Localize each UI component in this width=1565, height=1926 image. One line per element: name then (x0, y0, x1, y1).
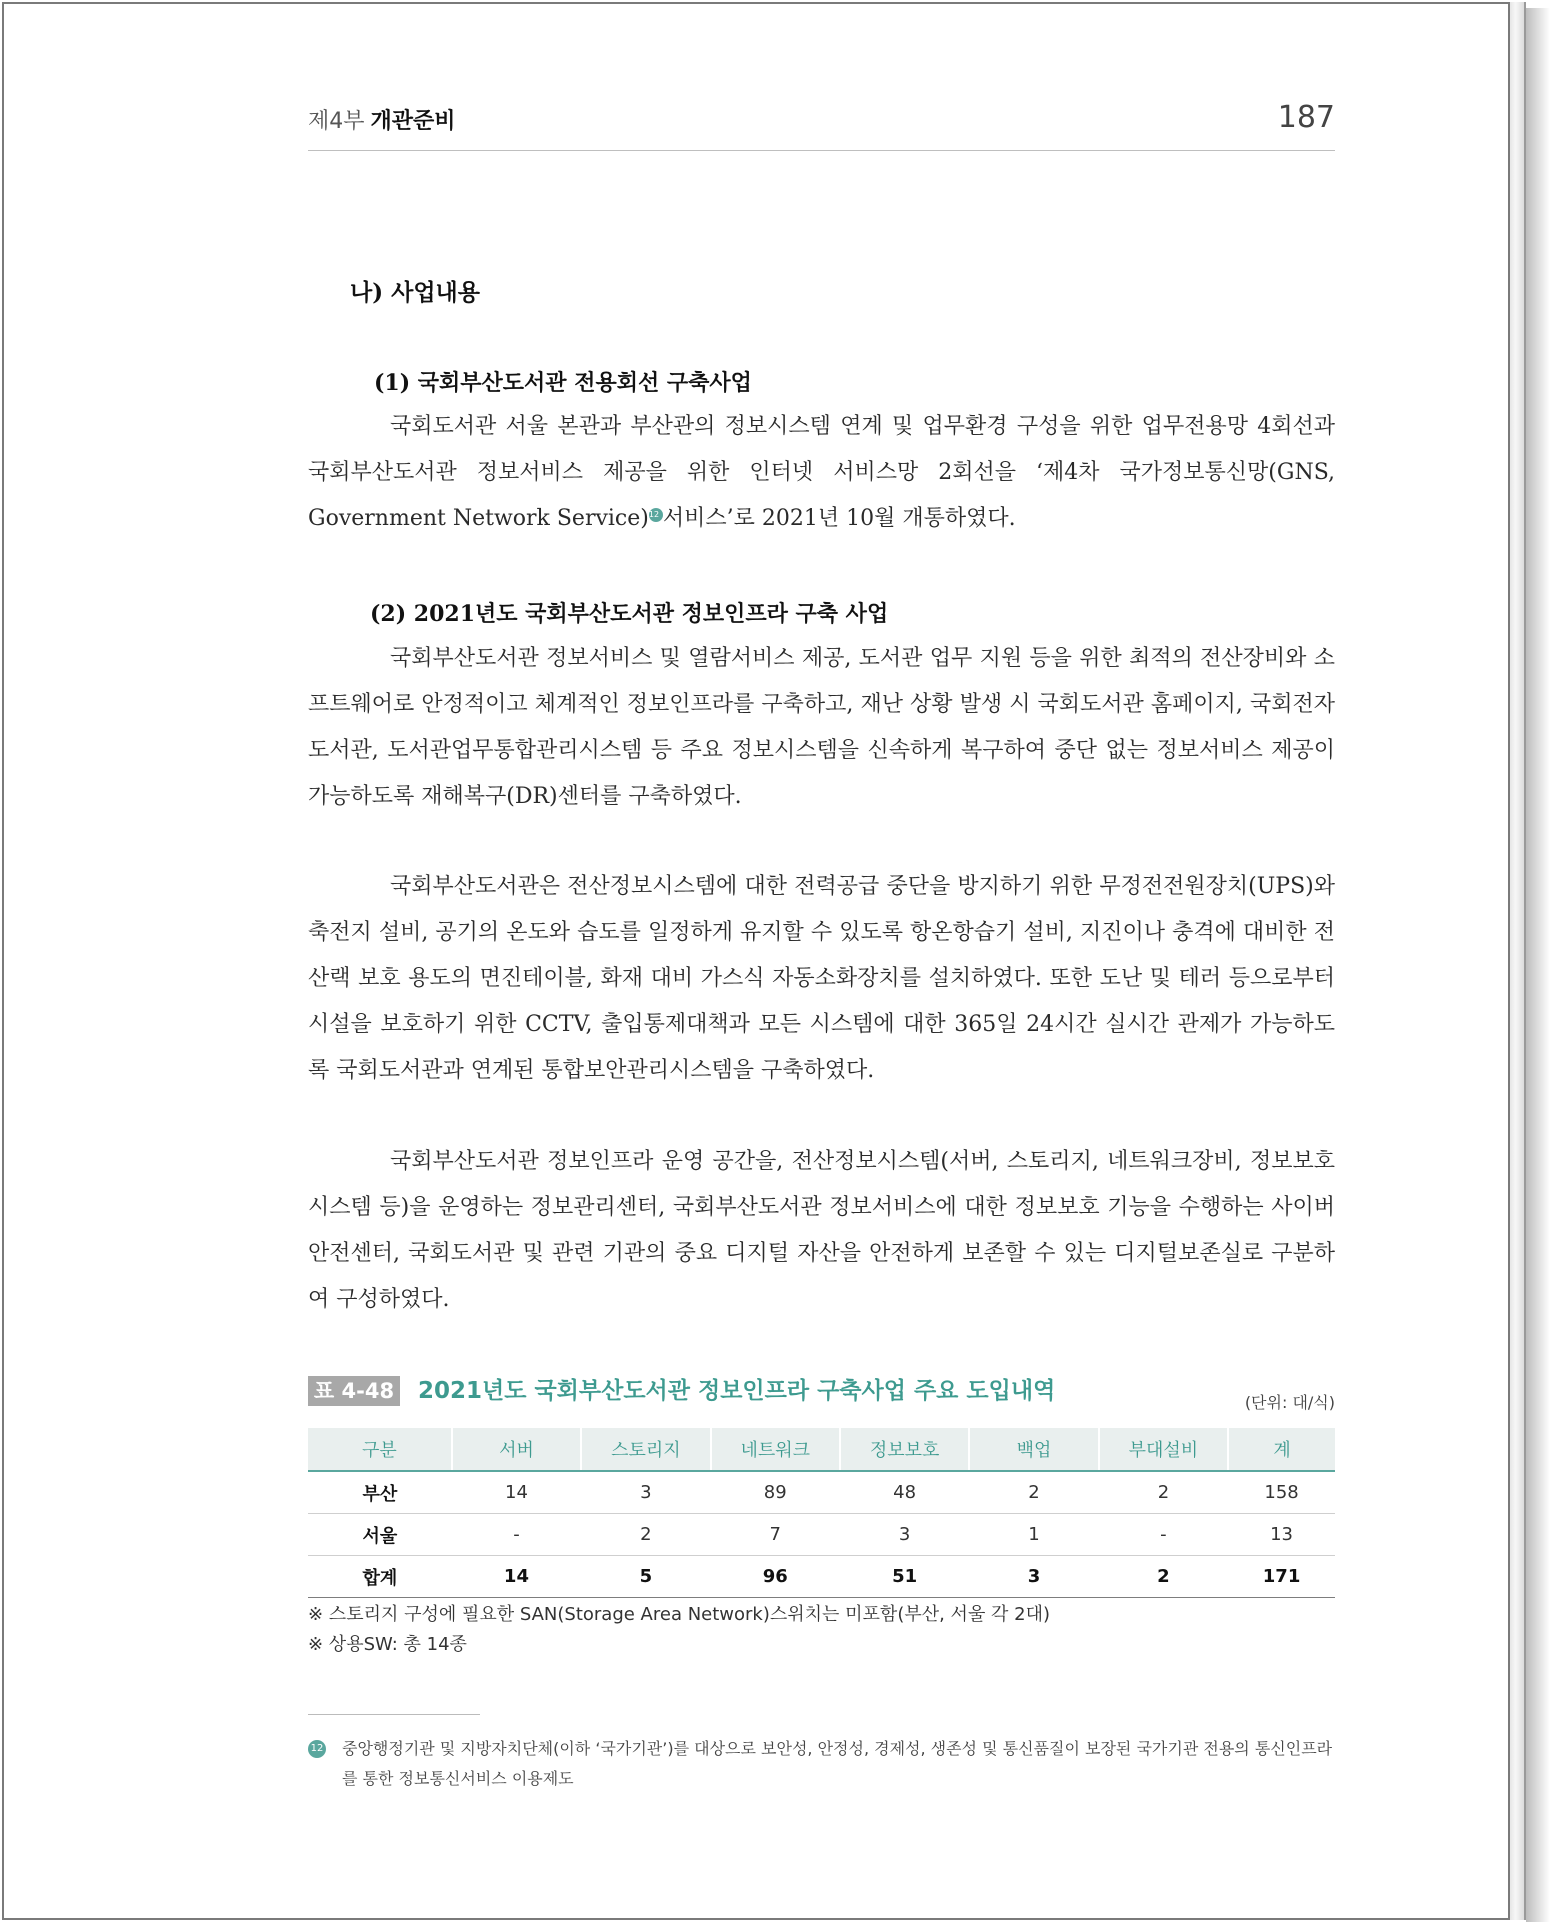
col-header: 스토리지 (581, 1428, 710, 1471)
table-cell: 7 (711, 1514, 840, 1556)
paragraph-1-text-a: 국회도서관 서울 본관과 부산관의 정보시스템 연계 및 업무환경 구성을 위한 업무전용망 4회선과 국회부산도서관 정보서비스 제공을 위한 인터넷 서비스망 2회선을 ‘제4차 국가정보통신망(GNS, Government Network Service) (308, 414, 1335, 531)
table-cell: 96 (711, 1556, 840, 1598)
subsection-title-2: (2) 2021년도 국회부산도서관 정보인프라 구축 사업 (370, 601, 889, 627)
section-title: 나) 사업내용 (350, 279, 480, 306)
table-cell: 1 (969, 1514, 1098, 1556)
table-cell: 14 (452, 1556, 581, 1598)
col-header: 서버 (452, 1428, 581, 1471)
table-cell: 13 (1228, 1514, 1335, 1556)
col-header: 네트워크 (711, 1428, 840, 1471)
table-cell: 부산 (308, 1471, 452, 1514)
table-cell: 합계 (308, 1556, 452, 1598)
table-title: 2021년도 국회부산도서관 정보인프라 구축사업 주요 도입내역 (418, 1378, 1056, 1404)
data-table (308, 1428, 1335, 1598)
footnote-number-badge: 12 (308, 1740, 326, 1758)
paragraph-4 (308, 1139, 1335, 1323)
table-cell: 3 (840, 1514, 969, 1556)
table-note: ※ 상용SW: 총 14종 (308, 1634, 467, 1655)
table-tag: 표 4-48 (308, 1376, 400, 1406)
paragraph-2-text: 국회부산도서관 정보서비스 및 열람서비스 제공, 도서관 업무 지원 등을 위한 최적의 전산장비와 소프트웨어로 안정적이고 체계적인 정보인프라를 구축하고, 재난 상황 발생 시 국회도서관 홈페이지, 국회전자도서관, 도서관업무통합관리시스템 등 주요 정보시스템을 신속하게 복구하여 중단 없는 정보서비스 제공이 가능하도록 재해복구(DR)센터를 구축하였다. (308, 646, 1335, 809)
table-cell: 89 (711, 1471, 840, 1514)
table-cell: 2 (969, 1471, 1098, 1514)
table-cell: 2 (1099, 1471, 1228, 1514)
table-cell: - (1099, 1514, 1228, 1556)
header-part (308, 104, 456, 135)
subsection-title-1: (1) 국회부산도서관 전용회선 구축사업 (374, 370, 752, 396)
table-cell: 14 (452, 1471, 581, 1514)
col-header: 계 (1228, 1428, 1335, 1471)
paragraph-1 (308, 404, 1335, 542)
table-cell: 3 (969, 1556, 1098, 1598)
paragraph-3 (308, 864, 1335, 1094)
table-cell: 3 (581, 1471, 710, 1514)
page-shadow (1526, 8, 1550, 1922)
footnote-text: 중앙행정기관 및 지방자치단체(이하 ‘국가기관’)를 대상으로 보안성, 안정성, 경제성, 생존성 및 통신품질이 보장된 국가기관 전용의 통신인프라를 통한 정보통신서비스 이용제도 (342, 1739, 1333, 1788)
table-cell: 2 (581, 1514, 710, 1556)
table-cell: 5 (581, 1556, 710, 1598)
col-header: 정보보호 (840, 1428, 969, 1471)
table-header-row (308, 1428, 1335, 1471)
table-note: ※ 스토리지 구성에 필요한 SAN(Storage Area Network)스위치는 미포함(부산, 서울 각 2대) (308, 1604, 1051, 1625)
table-cell: 2 (1099, 1556, 1228, 1598)
table-cell: 48 (840, 1471, 969, 1514)
footnote (308, 1734, 1335, 1794)
table-caption (308, 1376, 1335, 1410)
page-edge (1510, 2, 1526, 1920)
table-cell: 171 (1228, 1556, 1335, 1598)
paragraph-2 (308, 636, 1335, 820)
table-cell: 158 (1228, 1471, 1335, 1514)
table-cell: 서울 (308, 1514, 452, 1556)
table-cell: 51 (840, 1556, 969, 1598)
running-header (308, 100, 1335, 151)
header-section: 개관준비 (370, 109, 456, 134)
header-part-label: 제4부 (308, 109, 365, 134)
col-header: 구분 (308, 1428, 452, 1471)
table-unit: (단위: 대/식) (1244, 1393, 1335, 1412)
page-number: 187 (1277, 100, 1335, 135)
table-row (308, 1514, 1335, 1556)
paragraph-3-text: 국회부산도서관은 전산정보시스템에 대한 전력공급 중단을 방지하기 위한 무정전전원장치(UPS)와 축전지 설비, 공기의 온도와 습도를 일정하게 유지할 수 있도록 항온항습기 설비, 지진이나 충격에 대비한 전산랙 보호 용도의 면진테이블, 화재 대비 가스식 자동소화장치를 설치하였다. 또한 도난 및 테러 등으로부터 시설을 보호하기 위한 CCTV, 출입통제대책과 모든 시스템에 대한 365일 24시간 실시간 관제가 가능하도록 국회도서관과 연계된 통합보안관리시스템을 구축하였다. (308, 874, 1335, 1083)
paragraph-4-text: 국회부산도서관 정보인프라 운영 공간을, 전산정보시스템(서버, 스토리지, 네트워크장비, 정보보호시스템 등)을 운영하는 정보관리센터, 국회부산도서관 정보서비스에 대한 정보보호 기능을 수행하는 사이버안전센터, 국회도서관 및 관련 기관의 중요 디지털 자산을 안전하게 보존할 수 있는 디지털보존실로 구분하여 구성하였다. (308, 1149, 1335, 1312)
table-total-row (308, 1556, 1335, 1598)
table-row (308, 1471, 1335, 1514)
col-header: 백업 (969, 1428, 1098, 1471)
footnote-divider (308, 1714, 480, 1715)
footnote-ref-badge[interactable]: 12 (649, 508, 663, 522)
col-header: 부대설비 (1099, 1428, 1228, 1471)
paragraph-1-text-b: 서비스’로 2021년 10월 개통하였다. (662, 506, 1016, 531)
table-cell: - (452, 1514, 581, 1556)
